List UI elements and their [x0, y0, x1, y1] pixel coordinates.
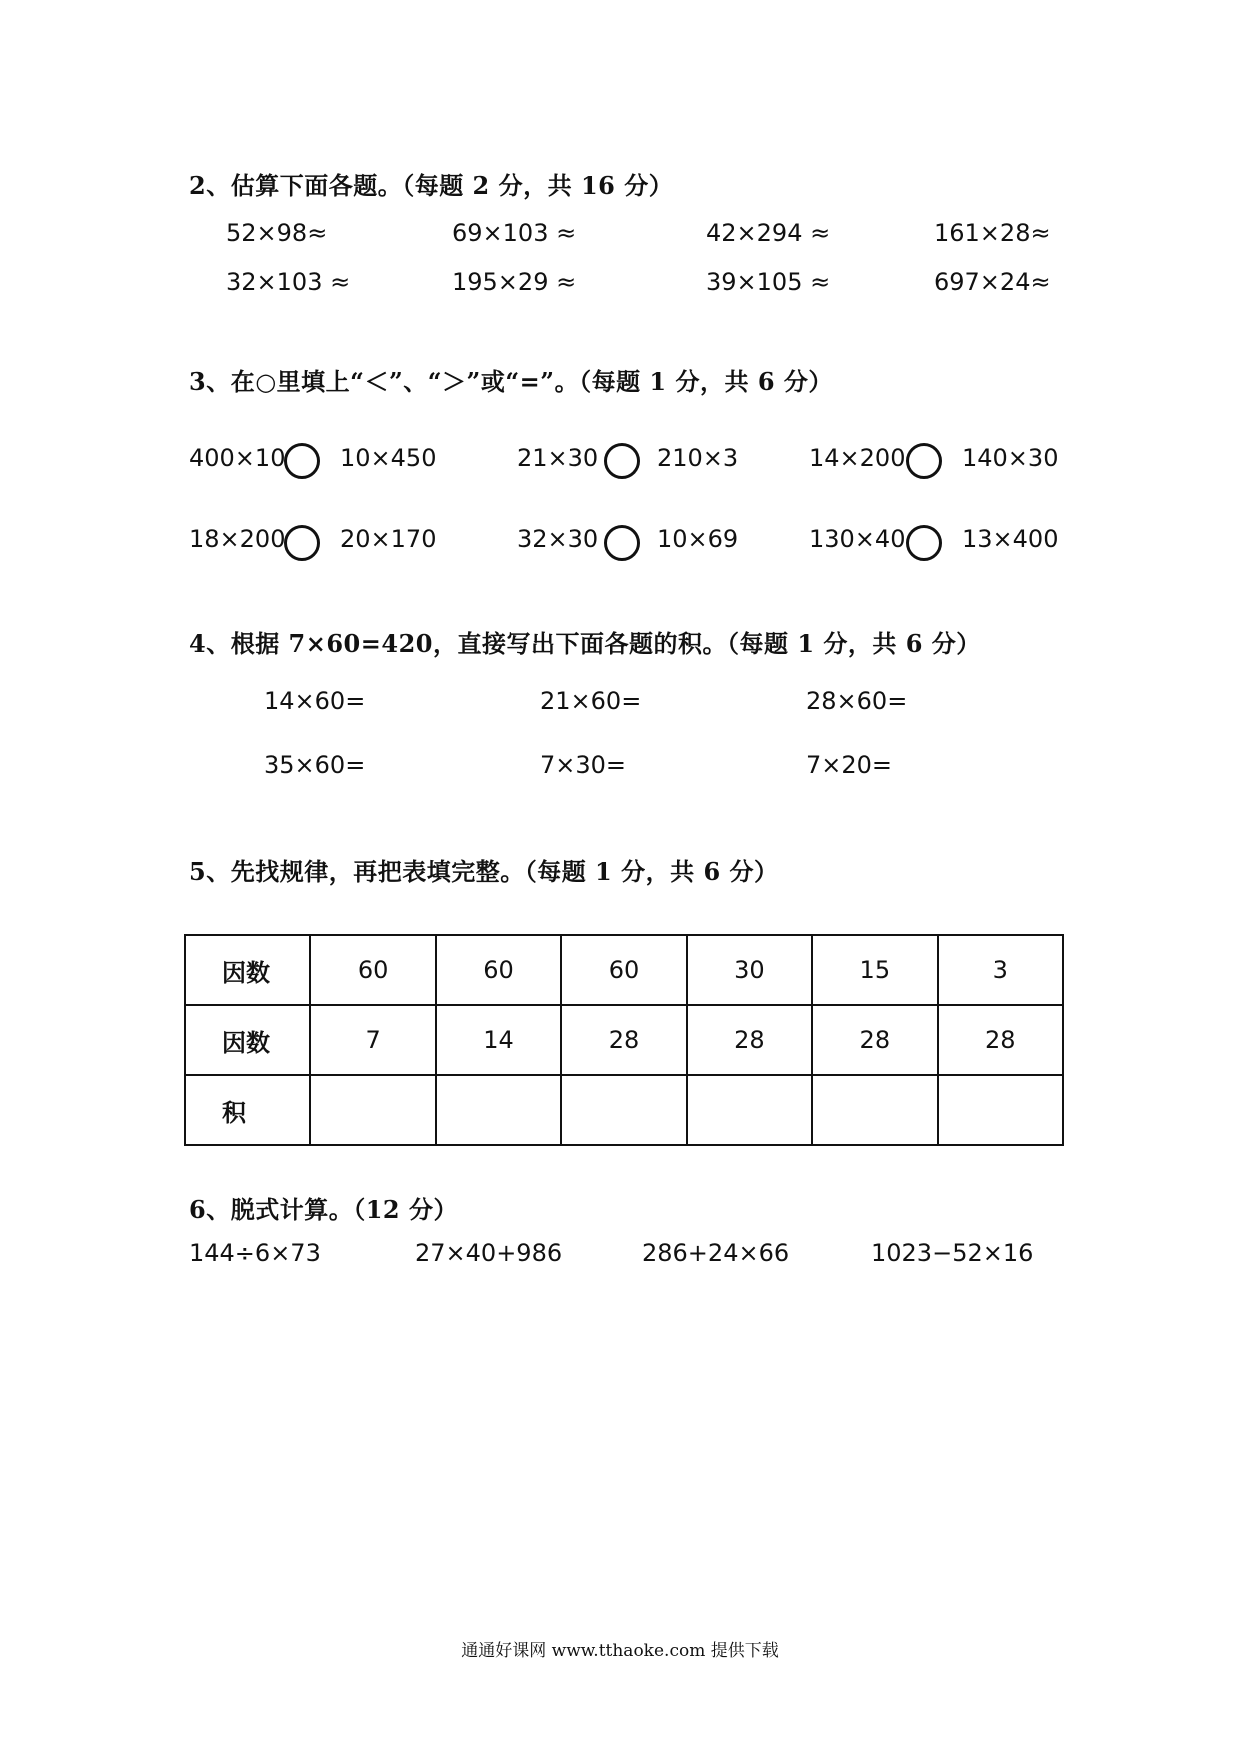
compare-left: 18×200: [189, 525, 286, 553]
compare-left: 14×200: [809, 444, 906, 472]
estimate-item: 69×103 ≈: [452, 219, 577, 247]
table-cell: 60: [310, 935, 435, 1005]
calc-item: 286+24×66: [642, 1239, 790, 1267]
estimate-item: 42×294 ≈: [706, 219, 831, 247]
answer-cell[interactable]: [938, 1075, 1063, 1145]
compare-circle[interactable]: [604, 525, 640, 561]
compare-circle[interactable]: [906, 443, 942, 479]
compare-right: 140×30: [962, 444, 1059, 472]
table-row: [185, 935, 1063, 1005]
table-cell: 3: [938, 935, 1063, 1005]
calc-item: 27×40+986: [415, 1239, 563, 1267]
row-label: 因数: [185, 935, 310, 1005]
compare-circle[interactable]: [284, 443, 320, 479]
estimate-item: 32×103 ≈: [226, 268, 351, 296]
calc-item: 1023−52×16: [871, 1239, 1034, 1267]
footer-credit: 通通好课网 www.tthaoke.com 提供下载: [461, 1641, 779, 1661]
compare-circle[interactable]: [906, 525, 942, 561]
estimate-item: 195×29 ≈: [452, 268, 577, 296]
compare-circle[interactable]: [604, 443, 640, 479]
estimate-item: 52×98≈: [226, 219, 328, 247]
section-4-title: 4、根据 7×60=420，直接写出下面各题的积。（每题 1 分，共 6 分）: [189, 629, 981, 658]
table-cell: 30: [687, 935, 812, 1005]
table-cell: 28: [561, 1005, 686, 1075]
table-cell: 7: [310, 1005, 435, 1075]
table-cell: 60: [561, 935, 686, 1005]
section-5-title: 5、先找规律，再把表填完整。（每题 1 分，共 6 分）: [189, 857, 779, 886]
compare-circle[interactable]: [284, 525, 320, 561]
calc-item: 144÷6×73: [189, 1239, 321, 1267]
section-3-title: 3、在○里填上“＜”、“＞”或“=”。（每题 1 分，共 6 分）: [189, 367, 833, 396]
answer-cell[interactable]: [812, 1075, 937, 1145]
answer-cell[interactable]: [687, 1075, 812, 1145]
row-label: 因数: [185, 1005, 310, 1075]
answer-cell[interactable]: [436, 1075, 561, 1145]
compare-right: 13×400: [962, 525, 1059, 553]
compare-left: 400×10: [189, 444, 286, 472]
compare-right: 10×69: [657, 525, 739, 553]
product-item: 28×60=: [806, 687, 908, 715]
compare-left: 130×40: [809, 525, 906, 553]
table-cell: 15: [812, 935, 937, 1005]
section-2-title: 2、估算下面各题。（每题 2 分，共 16 分）: [189, 171, 674, 200]
product-item: 7×20=: [806, 751, 893, 779]
table-cell: 60: [436, 935, 561, 1005]
pattern-table: [184, 934, 1064, 1146]
compare-left: 21×30: [517, 444, 599, 472]
estimate-item: 697×24≈: [934, 268, 1051, 296]
product-item: 7×30=: [540, 751, 627, 779]
row-label: 积: [185, 1075, 310, 1145]
table-cell: 28: [938, 1005, 1063, 1075]
estimate-item: 161×28≈: [934, 219, 1051, 247]
compare-right: 10×450: [340, 444, 437, 472]
answer-cell[interactable]: [310, 1075, 435, 1145]
answer-cell[interactable]: [561, 1075, 686, 1145]
compare-right: 210×3: [657, 444, 739, 472]
product-item: 35×60=: [264, 751, 366, 779]
table-cell: 28: [687, 1005, 812, 1075]
estimate-item: 39×105 ≈: [706, 268, 831, 296]
product-item: 14×60=: [264, 687, 366, 715]
table-cell: 14: [436, 1005, 561, 1075]
compare-left: 32×30: [517, 525, 599, 553]
section-6-title: 6、脱式计算。（12 分）: [189, 1195, 458, 1224]
table-cell: 28: [812, 1005, 937, 1075]
table-row: [185, 1005, 1063, 1075]
product-item: 21×60=: [540, 687, 642, 715]
table-row: [185, 1075, 1063, 1145]
compare-right: 20×170: [340, 525, 437, 553]
